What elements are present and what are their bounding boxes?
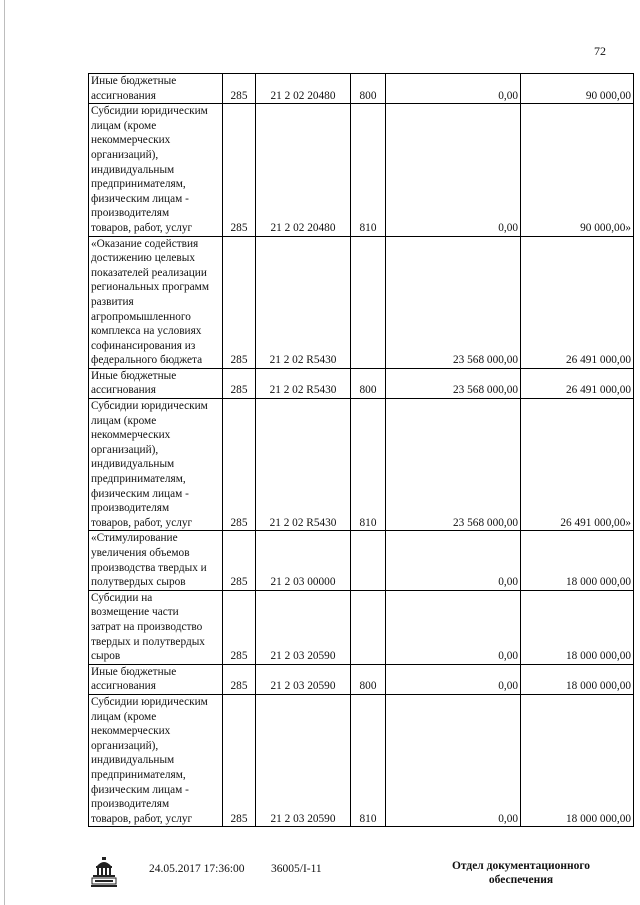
table-row: [89, 236, 634, 368]
row-ministry-cell: 285: [223, 664, 256, 694]
row-sum-first-cell: 0,00: [386, 664, 521, 694]
row-vr-cell: [351, 531, 386, 590]
row-csr-cell: 21 2 02 R5430: [256, 368, 351, 398]
row-vr-cell: [351, 590, 386, 664]
row-sum-second-cell: 26 491 000,00: [521, 236, 634, 368]
row-sum-second-cell: 90 000,00: [521, 74, 634, 104]
row-name-cell: Субсидии на возмещение части затрат на производство твердых и полутвердых сыров: [89, 590, 223, 664]
footer-department: [436, 859, 606, 887]
row-ministry-cell: 285: [223, 236, 256, 368]
row-vr-cell: 810: [351, 104, 386, 236]
row-vr-cell: 810: [351, 694, 386, 826]
row-sum-first-cell: 23 568 000,00: [386, 236, 521, 368]
table-row: [89, 664, 634, 694]
row-name-cell: Субсидии юридическим лицам (кроме некоммерческих организаций), индивидуальным предпринимателям, физическим лицам - производителям товаров, работ, услуг: [89, 694, 223, 826]
row-sum-second-cell: 26 491 000,00: [521, 368, 634, 398]
row-vr-cell: [351, 236, 386, 368]
table-row: [89, 368, 634, 398]
row-csr-cell: 21 2 03 00000: [256, 531, 351, 590]
footer-doc-code: 36005/I-11: [271, 863, 322, 875]
scan-margin-line: [4, 0, 5, 905]
row-ministry-cell: 285: [223, 590, 256, 664]
row-ministry-cell: 285: [223, 74, 256, 104]
row-name-cell: «Оказание содействия достижению целевых показателей реализации региональных программ развития агропромышленного комплекса на условиях софинансирования из федерального бюджета: [89, 236, 223, 368]
table-row: [89, 531, 634, 590]
row-sum-second-cell: 18 000 000,00: [521, 664, 634, 694]
row-vr-cell: 810: [351, 399, 386, 531]
table-row: [89, 694, 634, 826]
row-csr-cell: 21 2 02 20480: [256, 74, 351, 104]
row-ministry-cell: 285: [223, 694, 256, 826]
row-ministry-cell: 285: [223, 399, 256, 531]
row-csr-cell: 21 2 02 20480: [256, 104, 351, 236]
row-sum-first-cell: 0,00: [386, 531, 521, 590]
row-name-cell: Субсидии юридическим лицам (кроме некоммерческих организаций), индивидуальным предпринимателям, физическим лицам - производителям товаров, работ, услуг: [89, 399, 223, 531]
row-csr-cell: 21 2 03 20590: [256, 694, 351, 826]
footer-department-text: Отдел документационного обеспечения: [451, 860, 591, 886]
budget-table: [88, 73, 634, 827]
page-footer: [0, 856, 640, 896]
row-ministry-cell: 285: [223, 368, 256, 398]
row-csr-cell: 21 2 03 20590: [256, 664, 351, 694]
row-vr-cell: 800: [351, 74, 386, 104]
row-sum-first-cell: 0,00: [386, 590, 521, 664]
row-sum-first-cell: 0,00: [386, 694, 521, 826]
row-sum-second-cell: 18 000 000,00: [521, 590, 634, 664]
row-name-cell: Иные бюджетные ассигнования: [89, 664, 223, 694]
footer-datetime: 24.05.2017 17:36:00: [149, 863, 245, 875]
duma-building-icon: [91, 856, 117, 888]
row-csr-cell: 21 2 02 R5430: [256, 399, 351, 531]
table-row: [89, 74, 634, 104]
table-row: [89, 399, 634, 531]
row-csr-cell: 21 2 03 20590: [256, 590, 351, 664]
row-sum-second-cell: 18 000 000,00: [521, 694, 634, 826]
row-sum-first-cell: 0,00: [386, 74, 521, 104]
row-csr-cell: 21 2 02 R5430: [256, 236, 351, 368]
page-number: 72: [594, 44, 606, 58]
row-sum-second-cell: 90 000,00»: [521, 104, 634, 236]
table-row: [89, 590, 634, 664]
row-name-cell: Иные бюджетные ассигнования: [89, 368, 223, 398]
row-vr-cell: 800: [351, 664, 386, 694]
table-row: [89, 104, 634, 236]
row-name-cell: «Стимулирование увеличения объемов производства твердых и полутвердых сыров: [89, 531, 223, 590]
row-name-cell: Иные бюджетные ассигнования: [89, 74, 223, 104]
row-sum-second-cell: 18 000 000,00: [521, 531, 634, 590]
row-sum-second-cell: 26 491 000,00»: [521, 399, 634, 531]
row-sum-first-cell: 23 568 000,00: [386, 399, 521, 531]
row-vr-cell: 800: [351, 368, 386, 398]
row-ministry-cell: 285: [223, 104, 256, 236]
row-ministry-cell: 285: [223, 531, 256, 590]
budget-table-body: [89, 74, 634, 827]
row-sum-first-cell: 23 568 000,00: [386, 368, 521, 398]
row-name-cell: Субсидии юридическим лицам (кроме некоммерческих организаций), индивидуальным предпринимателям, физическим лицам - производителям товаров, работ, услуг: [89, 104, 223, 236]
row-sum-first-cell: 0,00: [386, 104, 521, 236]
